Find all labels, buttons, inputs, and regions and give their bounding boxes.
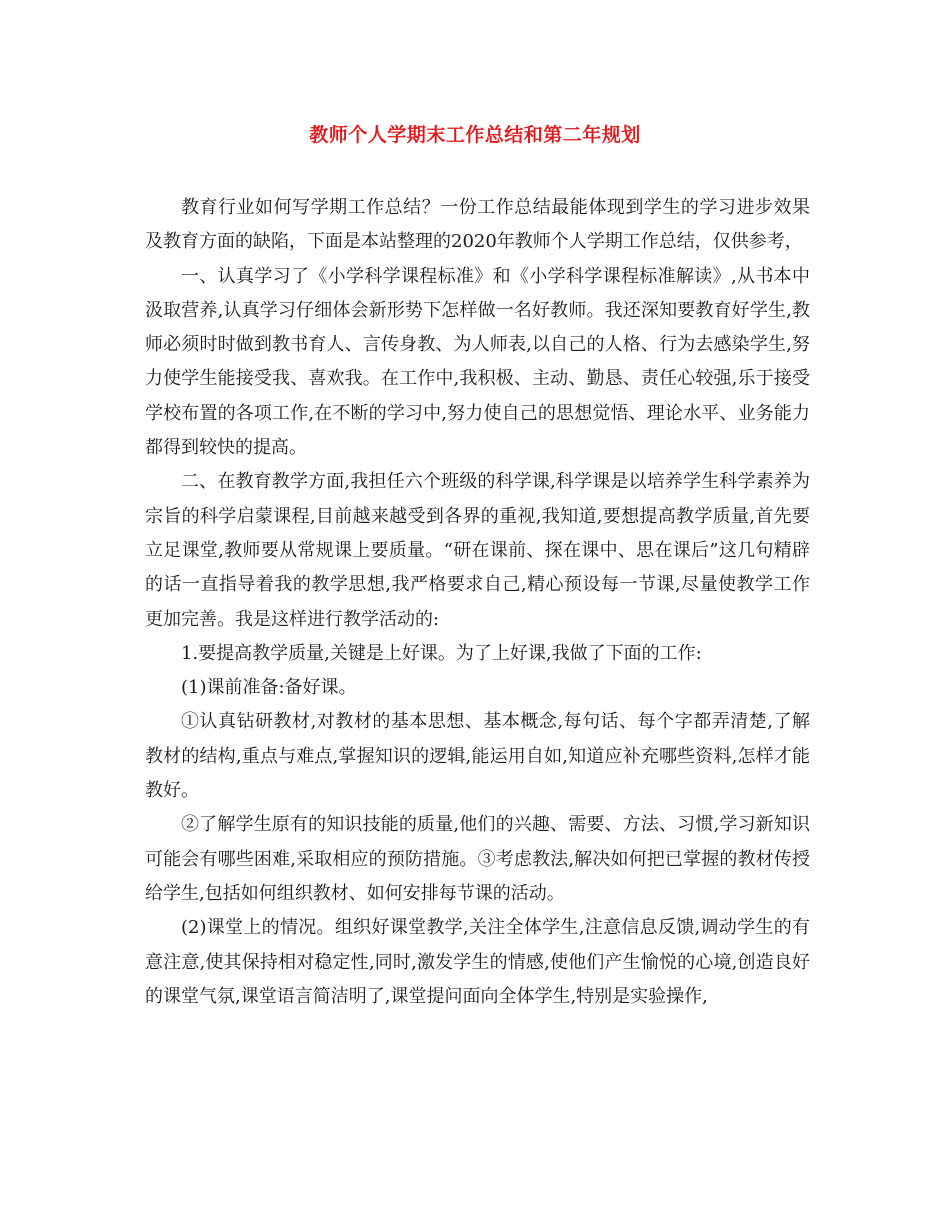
paragraph-item-1: 1.要提高教学质量,关键是上好课。为了上好课,我做了下面的工作: xyxy=(181,642,702,664)
paragraph-intro: 教育行业如何写学期工作总结？一份工作总结最能体现到学生的学习进步效果及教育方面的缺陷，下面是本站整理的2020年教师个人学期工作总结，仅供参考， xyxy=(145,197,810,253)
paragraph-section-2: 二、在教育教学方面,我担任六个班级的科学课,科学课是以培养学生科学素养为宗旨的科学启蒙课程,目前越来越受到各界的重视,我知道,要想提高教学质量,首先要立足课堂,教师要从常规课上要质量。“研在课前、探在课中、思在课后”这几句精辟的话一直指导着我的教学思想,我严格要求自己,精心预设每一节课,尽量使教学工作更加完善。我是这样进行教学活动的: xyxy=(145,471,810,630)
paragraph-section-1: 一、认真学习了《小学科学课程标准》和《小学科学课程标准解读》,从书本中汲取营养,认真学习仔细体会新形势下怎样做一名好教师。我还深知要教育好学生,教师必须时时做到教书育人、言传身教、为人师表,以自己的人格、行为去感染学生,努力使学生能接受我、喜欢我。在工作中,我积极、主动、勤恳、责任心较强,乐于接受学校布置的各项工作,在不断的学习中,努力使自己的思想觉悟、理论水平、业务能力都得到较快的提高。 xyxy=(145,265,810,459)
paragraph-point-1: ①认真钻研教材,对教材的基本思想、基本概念,每句话、每个字都弄清楚,了解教材的结构,重点与难点,掌握知识的逻辑,能运用自如,知道应补充哪些资料,怎样才能教好。 xyxy=(145,711,810,802)
paragraph-point-2-3: ②了解学生原有的知识技能的质量,他们的兴趣、需要、方法、习惯,学习新知识可能会有哪些困难,采取相应的预防措施。③考虑教法,解决如何把已掌握的教材传授给学生,包括如何组织教材、如何安排每节课的活动。 xyxy=(145,814,810,904)
paragraph-subitem-1: (1)课前准备:备好课。 xyxy=(181,677,357,699)
document-title: 教师个人学期末工作总结和第二年规划 xyxy=(309,124,641,146)
document-body xyxy=(145,191,810,1014)
paragraph-subitem-2: (2)课堂上的情况。组织好课堂教学,关注全体学生,注意信息反馈,调动学生的有意注意,使其保持相对稳定性,同时,激发学生的情感,使他们产生愉悦的心境,创造良好的课堂气氛,课堂语言简洁明了,课堂提问面向全体学生,特别是实验操作, xyxy=(145,917,810,1007)
